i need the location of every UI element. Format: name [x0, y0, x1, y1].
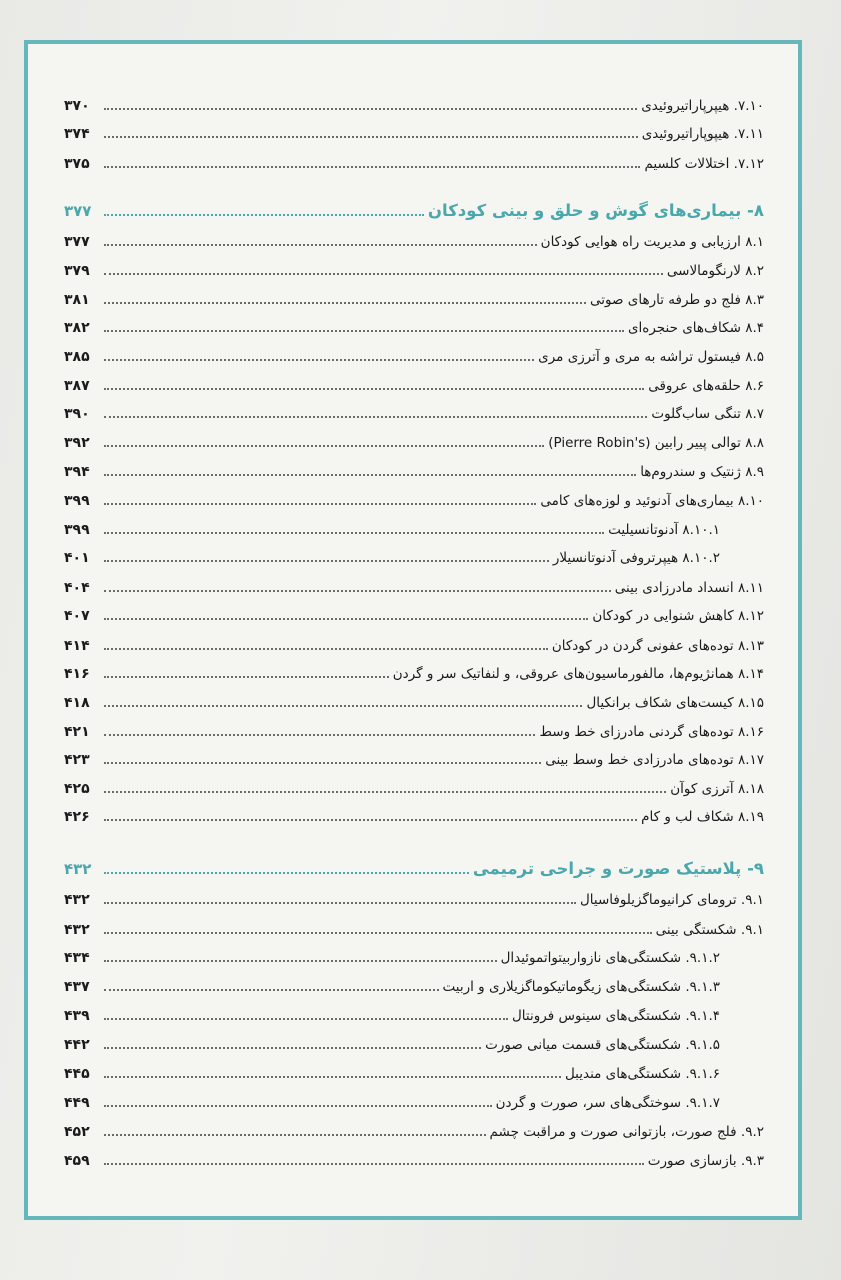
- entry-title: ۸.۱۴ همانژیوم‌ها، مالفورماسیون‌های عروقی، و لنفاتیک سر و گردن: [392, 666, 764, 682]
- page-number: ۴۴۵: [64, 1066, 90, 1082]
- entry-title: ۹.۱.۶. شکستگی‌های مندیبل: [564, 1066, 720, 1082]
- dot-leader: [104, 676, 389, 678]
- entry-title: ۸.۷ تنگی ساب‌گلوت: [651, 406, 764, 422]
- entry-title: ۹.۱.۳. شکستگی‌های زیگوماتیکوماگزیلاری و اربیت: [442, 979, 720, 995]
- toc-entry-row[interactable]: [64, 744, 764, 770]
- dot-leader: [104, 1163, 644, 1165]
- dot-leader: [104, 1105, 492, 1107]
- entry-title: ۸.۹ ژنتیک و سندروم‌ها: [640, 464, 764, 480]
- dot-leader: [104, 648, 548, 650]
- toc-entry-row[interactable]: [64, 1029, 764, 1055]
- page-number: ۴۲۱: [64, 724, 90, 740]
- entry-title: ۹.۱.۵. شکستگی‌های قسمت میانی صورت: [485, 1037, 720, 1053]
- page-number: ۴۳۲: [64, 860, 92, 878]
- entry-title: ۸.۵ فیستول تراشه به مری و آترزی مری: [538, 349, 764, 365]
- dot-leader: [104, 302, 586, 304]
- page-number: ۴۳۷: [64, 979, 90, 995]
- page-number: ۴۵۹: [64, 1153, 90, 1169]
- dot-leader: [104, 932, 652, 934]
- toc-entry-row[interactable]: [64, 398, 764, 424]
- dot-leader: [104, 819, 637, 821]
- page-number: ۳۹۹: [64, 493, 90, 509]
- page-number: ۳۹۴: [64, 464, 90, 480]
- entry-title: ۷.۱۲. اختلالات کلسیم: [644, 156, 764, 172]
- entry-title: ۷.۱۰. هیپرپاراتیروئیدی: [641, 98, 764, 114]
- toc-entry-row[interactable]: [64, 456, 764, 482]
- page-number: ۳۷۹: [64, 263, 90, 279]
- page-number: ۴۲۶: [64, 809, 90, 825]
- toc-entry-row[interactable]: [64, 942, 764, 968]
- page-number: ۳۸۱: [64, 292, 90, 308]
- toc-entry-row[interactable]: [64, 1058, 764, 1084]
- toc-entry-row[interactable]: [64, 1000, 764, 1026]
- dot-leader: [104, 359, 534, 361]
- page-number: ۴۴۹: [64, 1095, 90, 1111]
- toc-entry-row[interactable]: [64, 1116, 764, 1142]
- page-number: ۴۲۳: [64, 752, 90, 768]
- entry-title: ۸.۳ فلج دو طرفه تارهای صوتی: [590, 292, 764, 308]
- page-number: ۳۸۷: [64, 378, 90, 394]
- page-number: ۴۳۴: [64, 950, 90, 966]
- dot-leader: [104, 1047, 481, 1049]
- page-number: ۳۷۷: [64, 202, 92, 220]
- entry-title: ۸.۲ لارنگومالاسی: [666, 263, 764, 279]
- dot-leader: [104, 734, 535, 736]
- entry-title: ۹.۱. ترومای کرانیوماگزیلوفاسیال: [579, 892, 764, 908]
- toc-entry-row[interactable]: [64, 600, 764, 626]
- toc-entry-row[interactable]: [64, 370, 764, 396]
- dot-leader: [104, 1018, 508, 1020]
- toc-entry-row[interactable]: [64, 226, 764, 252]
- dot-leader: [104, 902, 576, 904]
- toc-entry-row[interactable]: [64, 542, 764, 568]
- toc-entry-row[interactable]: [64, 90, 764, 116]
- page-number: ۳۷۵: [64, 156, 90, 172]
- toc-entry-row[interactable]: [64, 572, 764, 598]
- page-number: ۳۸۲: [64, 320, 90, 336]
- toc-entry-row[interactable]: [64, 284, 764, 310]
- chapter-title: ۹- پلاستیک صورت و جراحی ترمیمی: [472, 859, 764, 878]
- dot-leader: [104, 618, 588, 620]
- page-number: ۴۳۲: [64, 922, 90, 938]
- chapter-title: ۸- بیماری‌های گوش و حلق و بینی کودکان: [427, 201, 764, 220]
- dot-leader: [104, 872, 469, 874]
- dot-leader: [104, 388, 644, 390]
- entry-title: ۹.۱.۴. شکستگی‌های سینوس فرونتال: [512, 1008, 720, 1024]
- dot-leader: [104, 532, 604, 534]
- page-number: ۴۵۲: [64, 1124, 90, 1140]
- toc-entry-row[interactable]: [64, 341, 764, 367]
- dot-leader: [104, 273, 663, 275]
- dot-leader: [104, 960, 497, 962]
- toc-entry-row[interactable]: [64, 773, 764, 799]
- toc-entry-row[interactable]: [64, 801, 764, 827]
- toc-entry-row[interactable]: [64, 687, 764, 713]
- toc-entry-row[interactable]: [64, 971, 764, 997]
- entry-title: ۹.۳. بازسازی صورت: [647, 1153, 764, 1169]
- page-number: ۳۹۹: [64, 522, 90, 538]
- toc-entry-row[interactable]: [64, 118, 764, 144]
- toc-entry-row[interactable]: [64, 884, 764, 910]
- page-number: ۴۲۵: [64, 781, 90, 797]
- entry-title: ۸.۱۵ کیست‌های شکاف برانکیال: [586, 695, 764, 711]
- page-number: ۴۳۹: [64, 1008, 90, 1024]
- dot-leader: [104, 1076, 561, 1078]
- dot-leader: [104, 214, 424, 216]
- dot-leader: [104, 416, 647, 418]
- page-number: ۳۷۴: [64, 126, 90, 142]
- entry-title: ۹.۱. شکستگی بینی: [655, 922, 764, 938]
- dot-leader: [104, 108, 637, 110]
- toc-entry-row[interactable]: [64, 1145, 764, 1171]
- dot-leader: [104, 560, 549, 562]
- entry-title: ۸.۱۰.۲ هیپرتروفی آدنوتانسیلار: [552, 550, 720, 566]
- toc-entry-row[interactable]: [64, 255, 764, 281]
- toc-entry-row[interactable]: [64, 427, 764, 453]
- toc-entry-row[interactable]: [64, 716, 764, 742]
- page-number: ۴۰۱: [64, 550, 90, 566]
- entry-title: ۸.۱۲ کاهش شنوایی در کودکان: [592, 608, 764, 624]
- entry-title: ۸.۱۶ توده‌های گردنی مادرزای خط وسط: [539, 724, 764, 740]
- entry-title: ۷.۱۱. هیپوپاراتیروئیدی: [641, 126, 764, 142]
- toc-entry-row[interactable]: [64, 148, 764, 174]
- toc-chapter-row[interactable]: [64, 196, 764, 222]
- entry-title: ۸.۱۹ شکاف لب و کام: [641, 809, 764, 825]
- entry-title: ۸.۱۸ آترزی کوآن: [670, 781, 764, 797]
- entry-title: ۸.۱۰ بیماری‌های آدنوئید و لوزه‌های کامی: [540, 493, 764, 509]
- dot-leader: [104, 330, 624, 332]
- entry-title: ۸.۴ شکاف‌های حنجره‌ای: [627, 320, 764, 336]
- dot-leader: [104, 136, 638, 138]
- page-number: ۴۱۴: [64, 638, 90, 654]
- entry-title: ۸.۱۱ انسداد مادرزادی بینی: [614, 580, 764, 596]
- toc-entry-row[interactable]: [64, 312, 764, 338]
- entry-title: ۸.۶ حلقه‌های عروقی: [648, 378, 764, 394]
- page-number: ۴۱۸: [64, 695, 90, 711]
- toc-entry-row[interactable]: [64, 1087, 764, 1113]
- toc-entry-row[interactable]: [64, 514, 764, 540]
- page-number: ۴۴۲: [64, 1037, 90, 1053]
- page-number: ۳۹۰: [64, 406, 90, 422]
- page-number: ۴۰۴: [64, 580, 90, 596]
- entry-title: ۸.۱۰.۱ آدنوتانسیلیت: [608, 522, 720, 538]
- dot-leader: [104, 244, 537, 246]
- dot-leader: [104, 762, 541, 764]
- toc-entry-row[interactable]: [64, 485, 764, 511]
- entry-title: ۸.۱۷ توده‌های مادرزادی خط وسط بینی: [545, 752, 764, 768]
- page-number: ۴۳۲: [64, 892, 90, 908]
- dot-leader: [104, 503, 536, 505]
- dot-leader: [104, 791, 666, 793]
- dot-leader: [104, 590, 611, 592]
- page-number: ۳۷۷: [64, 234, 90, 250]
- toc-entry-row[interactable]: [64, 914, 764, 940]
- entry-title: ۹.۱.۲. شکستگی‌های نازواربیتواتموئیدال: [500, 950, 720, 966]
- page-number: ۴۰۷: [64, 608, 90, 624]
- entry-title: ۸.۱۳ توده‌های عفونی گردن در کودکان: [551, 638, 764, 654]
- toc-entry-row[interactable]: [64, 658, 764, 684]
- toc-entry-row[interactable]: [64, 630, 764, 656]
- entry-title: ۹.۲. فلج صورت، بازتوانی صورت و مراقبت چشم: [489, 1124, 764, 1140]
- entry-title: ۸.۱ ارزیابی و مدیریت راه هوایی کودکان: [540, 234, 764, 250]
- dot-leader: [104, 474, 636, 476]
- dot-leader: [104, 1134, 486, 1136]
- entry-title: ۹.۱.۷. سوختگی‌های سر، صورت و گردن: [495, 1095, 720, 1111]
- page-number: ۳۸۵: [64, 349, 90, 365]
- page-number: ۴۱۶: [64, 666, 90, 682]
- dot-leader: [104, 989, 439, 991]
- dot-leader: [104, 445, 544, 447]
- entry-title: ۸.۸ توالی پییر رابین (Pierre Robin's): [548, 435, 764, 451]
- toc-frame: [24, 40, 802, 1220]
- page-number: ۳۹۲: [64, 435, 90, 451]
- dot-leader: [104, 705, 582, 707]
- toc-chapter-row[interactable]: [64, 854, 764, 880]
- dot-leader: [104, 166, 640, 168]
- page-number: ۳۷۰: [64, 98, 90, 114]
